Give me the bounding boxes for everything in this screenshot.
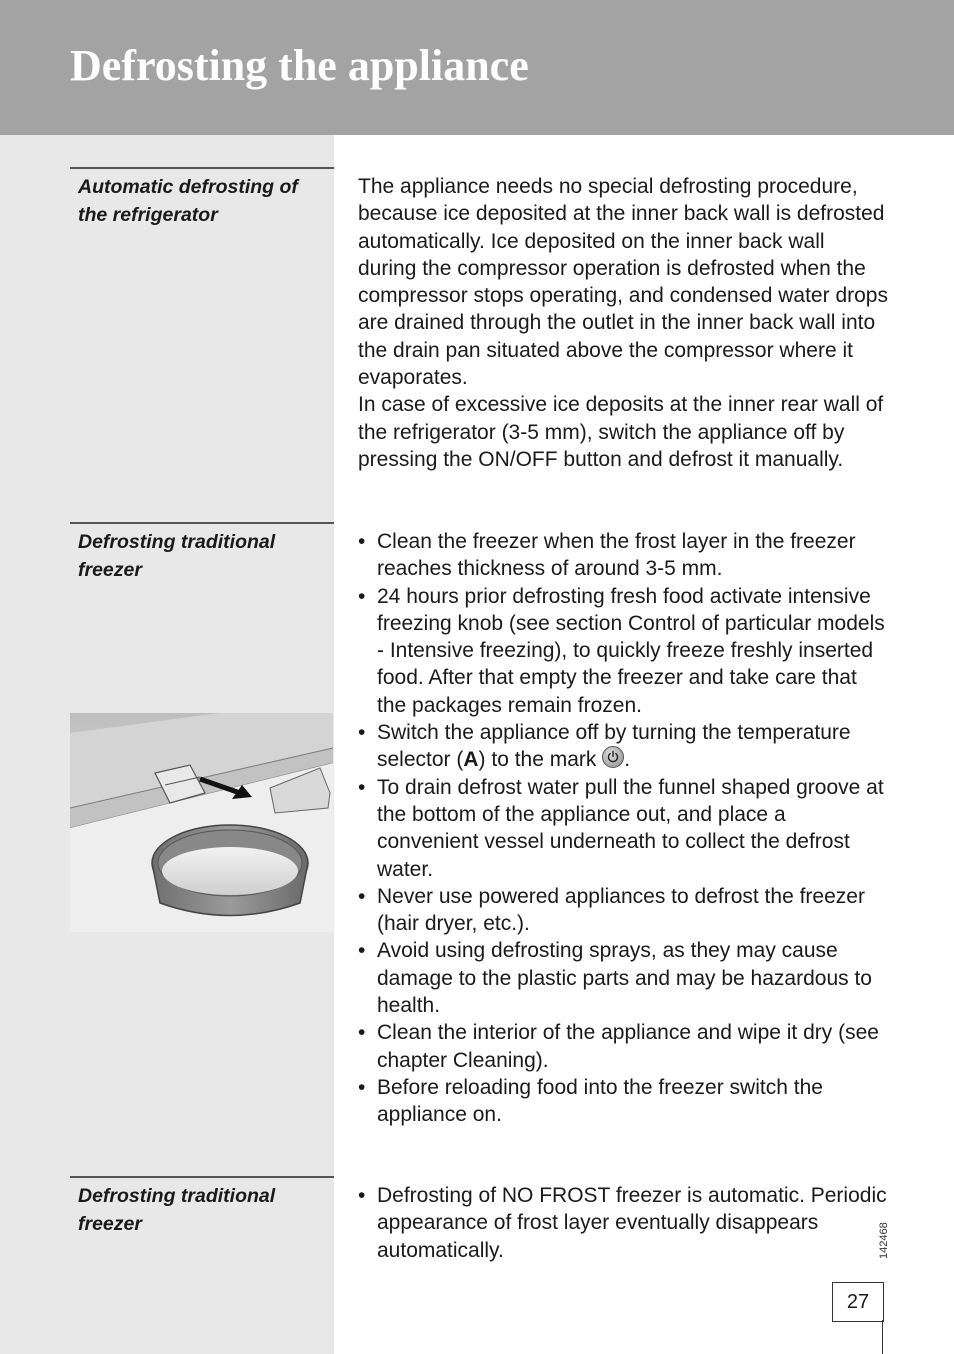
list-item: • To drain defrost water pull the funnel shaped groove at the bottom of the appliance out, and place a convenient vessel underneath to collect the defrost water.: [358, 774, 888, 883]
list-item: • Clean the freezer when the frost layer in the freezer reaches thickness of around 3-5 mm.: [358, 528, 888, 583]
section-divider: [70, 1176, 334, 1178]
list-item: • Never use powered appliances to defrost the freezer (hair dryer, etc.).: [358, 883, 888, 938]
page-header: [0, 0, 954, 135]
page-number-rule: [882, 1320, 883, 1354]
instruction-list: [358, 1182, 888, 1264]
instruction-list: [358, 528, 888, 1129]
paragraph: In case of excessive ice deposits at the inner rear wall of the refrigerator (3-5 mm), switch the appliance off by pressing the ON/OFF button and defrost it manually.: [358, 393, 884, 471]
list-item-text: ) to the mark: [478, 748, 597, 772]
document-code-text: 142468: [878, 1222, 890, 1259]
document-code: [878, 1215, 908, 1259]
power-icon: [602, 746, 624, 768]
list-item: • Defrosting of NO FROST freezer is automatic. Periodic appearance of frost layer eventually disappears automatically.: [358, 1182, 888, 1264]
section-divider: [70, 167, 334, 169]
paragraph: The appliance needs no special defrosting procedure, because ice deposited at the inner back wall is defrosted automatically. Ice deposited on the inner back wall during the compressor operation is defrosted when the compressor stops operating, and condensed water drops are drained through the outlet in the inner back wall into the drain pan situated above the compressor where it evaporates.: [358, 175, 888, 390]
section-divider: [70, 522, 334, 524]
list-item: • Avoid using defrosting sprays, as they may cause damage to the plastic parts and may be hazardous to health.: [358, 937, 888, 1019]
list-item: • Clean the interior of the appliance and wipe it dry (see chapter Cleaning).: [358, 1019, 888, 1074]
section-body-automatic-defrosting: [358, 173, 888, 473]
list-item-text: Switch the appliance off by turning the temperature selector (: [377, 721, 851, 772]
list-item: • 24 hours prior defrosting fresh food activate intensive freezing knob (see section Control of particular models - Intensive freezing), to quickly freeze freshly inserted food. After that empty the freezer and take care that the packages remain frozen.: [358, 583, 888, 719]
section-body-no-frost-freezer: [358, 1182, 888, 1264]
defrost-drain-illustration: [70, 713, 333, 932]
selector-letter: A: [463, 748, 479, 772]
list-item: • Before reloading food into the freezer switch the appliance on.: [358, 1074, 888, 1129]
section-label-defrosting-freezer: Defrosting traditional freezer: [78, 531, 276, 581]
page-title: Defrosting the appliance: [70, 41, 529, 90]
page-number: 27: [832, 1282, 884, 1322]
section-label-automatic-defrosting: Automatic defrosting of the refrigerator: [78, 176, 298, 226]
section-label-no-frost-freezer: Defrosting traditional freezer: [78, 1185, 276, 1235]
section-body-defrosting-freezer: [358, 528, 888, 1129]
list-item: [358, 719, 888, 774]
list-item-text: .: [624, 748, 631, 772]
